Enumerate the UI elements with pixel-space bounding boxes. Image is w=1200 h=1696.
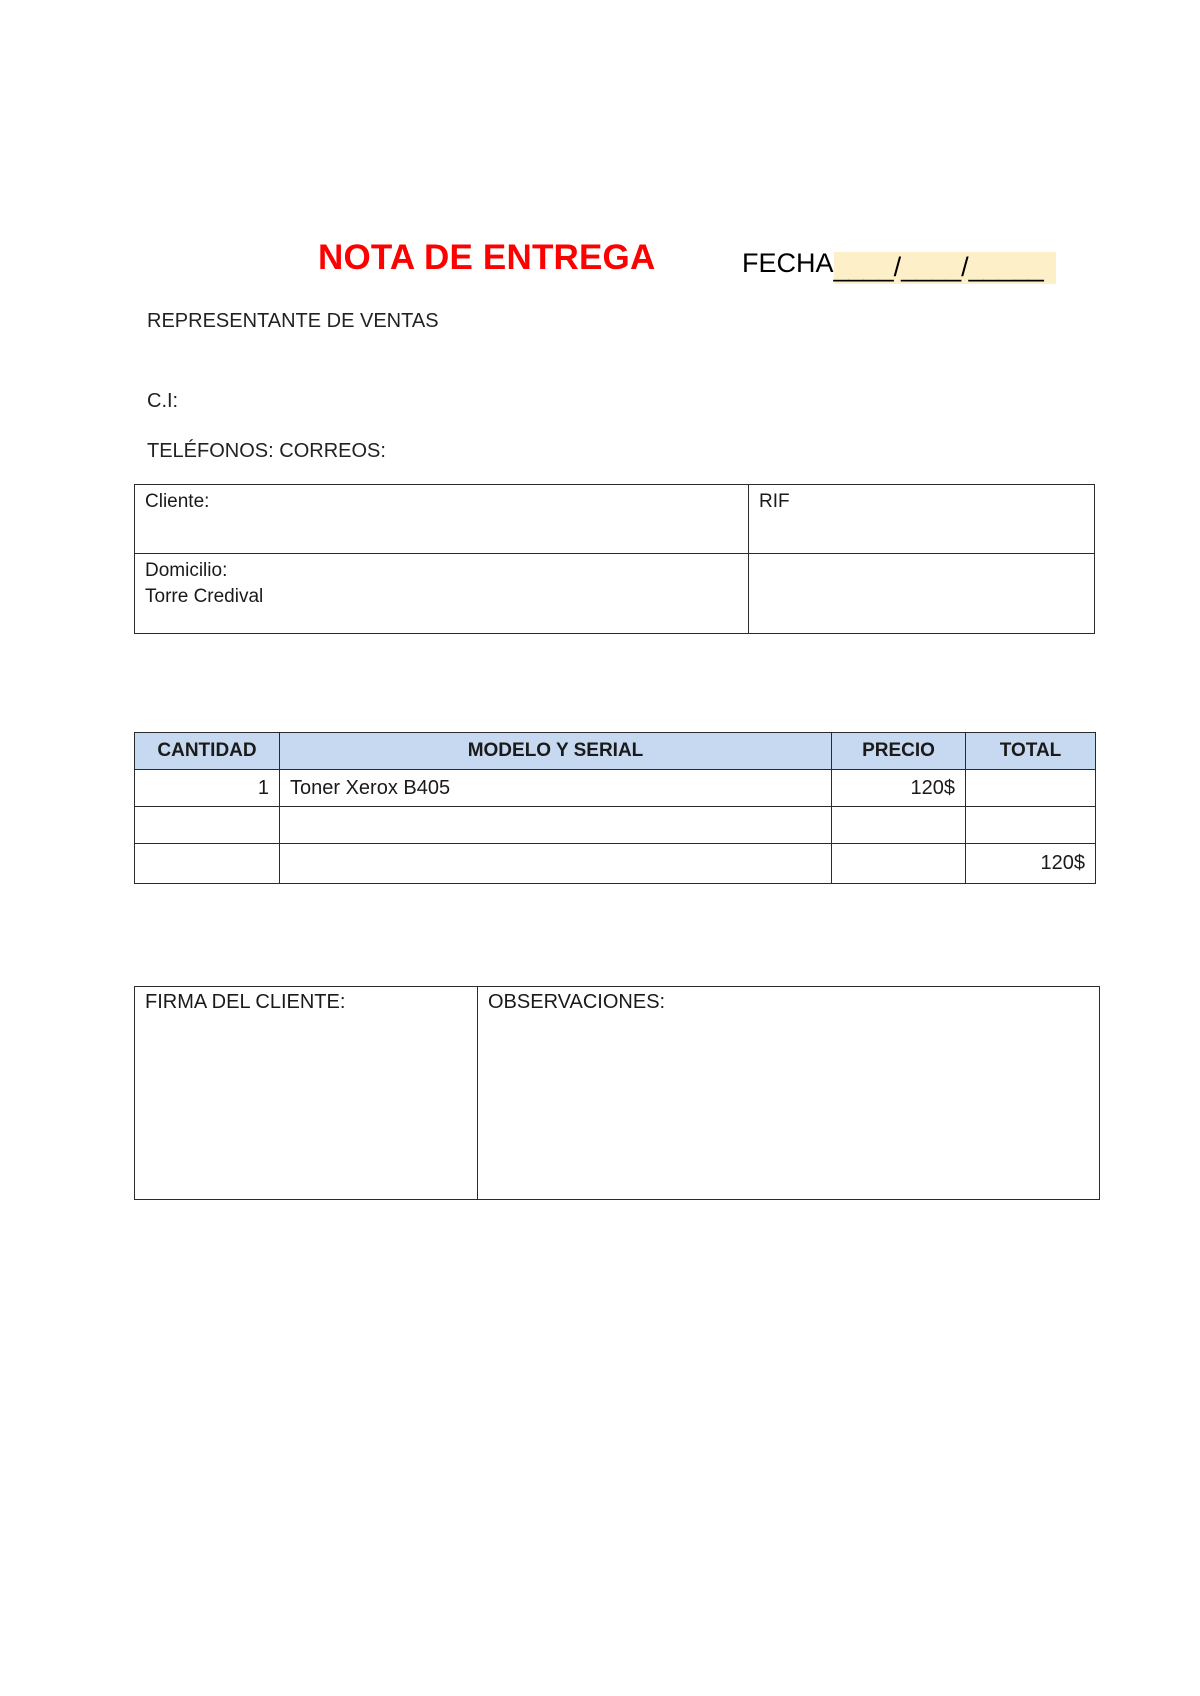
address-side-cell[interactable] [749,554,1095,634]
table-row [135,770,1096,807]
cantidad-cell[interactable] [135,807,280,844]
document-title: NOTA DE ENTREGA [318,238,656,277]
date-label: FECHA [742,248,834,278]
address-cell[interactable] [135,554,749,634]
precio-cell[interactable] [832,807,966,844]
grand-total-cell[interactable]: 120$ [966,844,1096,884]
rif-cell[interactable] [749,485,1095,554]
column-header-cantidad: CANTIDAD [135,733,280,770]
client-label: Cliente: [145,491,210,512]
ci-label: C.I: [147,390,179,412]
modelo-cell[interactable] [280,807,832,844]
total-cell[interactable] [966,807,1096,844]
column-header-precio: PRECIO [832,733,966,770]
modelo-cell[interactable]: Toner Xerox B405 [280,770,832,807]
sales-representative-label: REPRESENTANTE DE VENTAS [147,310,439,332]
cantidad-cell[interactable] [135,844,280,884]
column-header-total: TOTAL [966,733,1096,770]
precio-cell[interactable] [832,844,966,884]
address-label: Domicilio: [145,560,228,581]
items-table [134,732,1096,884]
cantidad-cell[interactable]: 1 [135,770,280,807]
table-row [135,807,1096,844]
client-cell[interactable] [135,485,749,554]
modelo-cell[interactable] [280,844,832,884]
date-field[interactable] [742,248,1056,284]
signature-table [134,986,1100,1200]
precio-cell[interactable]: 120$ [832,770,966,807]
signature-label: FIRMA DEL CLIENTE: [145,991,346,1013]
address-value: Torre Credival [145,586,264,607]
observations-label: OBSERVACIONES: [488,991,666,1013]
contact-label: TELÉFONOS: CORREOS: [147,440,386,462]
date-blank[interactable]: ____/____/_____ [834,252,1056,284]
items-header-row [135,733,1096,770]
rif-label: RIF [759,491,790,512]
total-cell[interactable] [966,770,1096,807]
column-header-modelo: MODELO Y SERIAL [280,733,832,770]
observations-cell[interactable] [478,987,1100,1200]
client-info-table [134,484,1095,634]
table-row [135,844,1096,884]
signature-cell[interactable] [135,987,478,1200]
